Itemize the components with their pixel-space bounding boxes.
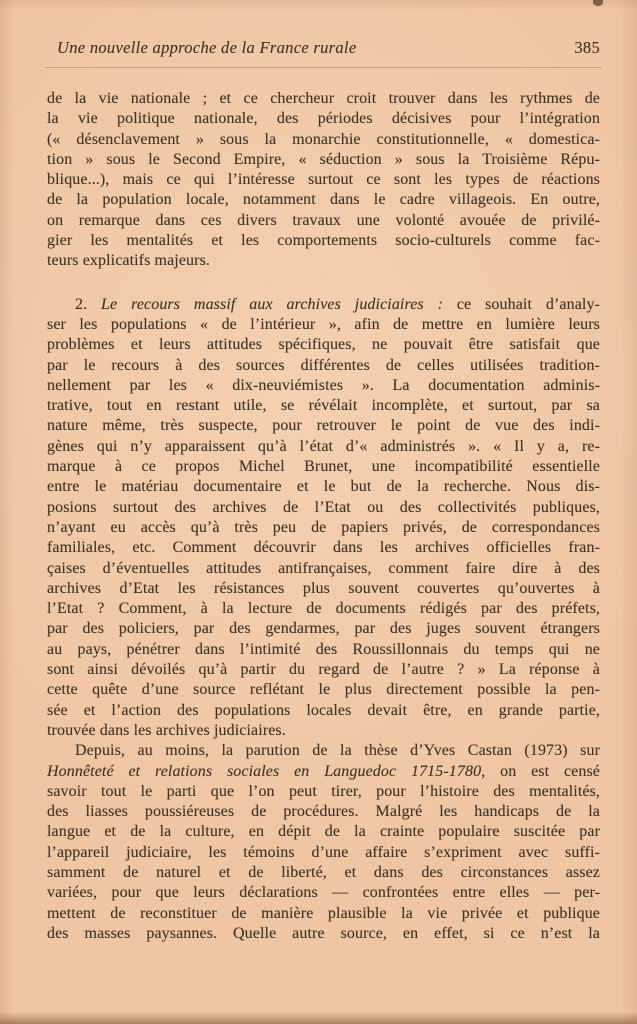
text-line xyxy=(47,599,600,619)
text-line xyxy=(47,315,600,335)
scan-artifact xyxy=(593,0,603,6)
text-line xyxy=(47,437,600,457)
text-line xyxy=(47,883,600,903)
running-title: Une nouvelle approche de la France rurale xyxy=(57,38,357,57)
text-run: familiales, etc. Comment découvrir dans les archives officielles fran- xyxy=(47,539,600,557)
text-run: ce souhait d’analy- xyxy=(443,295,600,313)
text-run: , on est censé xyxy=(481,762,600,780)
text-run: de la vie nationale ; et ce chercheur croit trouver dans les rythmes de xyxy=(47,90,600,107)
text-line xyxy=(47,762,600,782)
text-run: l’Etat ? Comment, à la lecture de documents rédigés par des préfets, xyxy=(47,600,600,618)
text-line xyxy=(47,231,600,251)
text-line xyxy=(47,518,600,538)
text-run: nature même, très suspecte, pour retrouver le point de vue des indi- xyxy=(47,417,600,435)
text-run: gènes qui n’y apparaissent qu’à l’état d’« administrés ». « Il y a, re- xyxy=(47,437,600,455)
text-line xyxy=(47,498,600,518)
text-run: teurs explicatifs majeurs. xyxy=(47,252,210,270)
italic-text-run: Le recours massif aux archives judiciaires : xyxy=(101,295,443,313)
text-run: langue et de la culture, en dépit de la crainte populaire suscitée par xyxy=(47,823,600,841)
text-line xyxy=(47,211,600,231)
text-run: sée et l’action des populations locales devait être, en grande partie, xyxy=(47,701,600,719)
text-line xyxy=(47,376,600,396)
text-run: des masses paysannes. Quelle autre source, en effet, si ce n’est la xyxy=(47,924,600,942)
text-run: savoir tout le parti que l’on peut tirer, pour l’histoire des mentalités, xyxy=(47,782,600,800)
text-run: par des policiers, par des gendarmes, par des juges souvent étrangers xyxy=(47,620,600,638)
text-line xyxy=(47,170,600,190)
text-run: n’ayant eu accès qu’à très peu de papiers privés, de correspondances xyxy=(47,518,600,536)
text-run: nellement par les « dix-neuviémistes ». La documentation adminis- xyxy=(47,376,600,394)
text-run: sont ainsi dévoilés qu’à partir du regard de l’autre ? » La réponse à xyxy=(47,661,600,679)
text-run: trouvée dans les archives judiciaires. xyxy=(47,721,286,739)
text-run: au pays, pénétrer dans l’intimité des Roussillonnais du temps qui ne xyxy=(47,640,600,658)
text-line xyxy=(47,741,600,761)
text-run: tion » sous le Second Empire, « séduction » sous la Troisième Répu- xyxy=(47,150,600,168)
text-line xyxy=(47,295,600,315)
text-line xyxy=(47,335,600,355)
text-run: ser les populations « de l’intérieur », afin de mettre en lumière leurs xyxy=(47,315,600,333)
text-run: de la population locale, notamment dans le cadre villageois. En outre, xyxy=(47,191,600,209)
italic-text-run: Honnêteté et relations sociales en Languedoc 1715-1780 xyxy=(47,762,482,780)
text-line xyxy=(47,640,600,660)
text-line xyxy=(47,356,600,376)
text-line xyxy=(47,538,600,558)
text-run: posions surtout des archives de l’Etat ou des collectivités publiques, xyxy=(47,498,600,516)
text-run: marque à ce propos Michel Brunet, une incompatibilité essentielle xyxy=(47,458,600,476)
text-line xyxy=(47,701,600,721)
text-run: problèmes et leurs attitudes spécifiques, ne pouvait être satisfait que xyxy=(47,336,600,354)
text-line xyxy=(47,130,600,150)
text-run: des liasses poussiéreuses de procédures. Malgré les handicaps de la xyxy=(47,803,600,821)
text-line xyxy=(47,477,600,497)
text-line xyxy=(47,721,600,741)
text-line xyxy=(47,822,600,842)
text-line xyxy=(47,150,600,170)
text-run: blique...), mais ce qui l’intéresse surtout ce sont les types de réactions xyxy=(47,171,600,189)
text-run: çaises d’éventuelles attitudes antifrançaises, comment faire dire à des xyxy=(47,559,600,577)
paragraph-2 xyxy=(47,295,600,742)
text-run: 2. xyxy=(75,295,102,313)
text-line xyxy=(47,190,600,210)
text-line xyxy=(47,802,600,822)
text-run: (« désenclavement » sous la monarchie constitutionnelle, « domestica- xyxy=(47,130,600,148)
text-run: on remarque dans ces divers travaux une volonté avouée de privilé- xyxy=(47,211,600,229)
text-line xyxy=(47,416,600,436)
text-run: par le recours à des sources différentes de celles utilisées tradition- xyxy=(47,356,600,374)
text-run: cette quête d’une source reflétant le plus directement possible la pen- xyxy=(47,681,600,699)
header-rule xyxy=(45,67,602,68)
text-line xyxy=(47,843,600,863)
text-line xyxy=(47,924,600,944)
paragraph-1 xyxy=(47,89,600,272)
text-line xyxy=(47,863,600,883)
text-line xyxy=(47,904,600,924)
text-line xyxy=(47,89,600,109)
text-block xyxy=(47,89,600,944)
page-number: 385 xyxy=(574,38,600,57)
text-run: entre le matériau documentaire et le but de la recherche. Nous dis- xyxy=(47,478,600,496)
paragraph-3 xyxy=(47,741,600,944)
text-line xyxy=(47,660,600,680)
text-line xyxy=(47,559,600,579)
text-run: trative, tout en restant utile, se révélait incomplète, et surtout, par sa xyxy=(47,397,600,415)
text-run: gier les mentalités et les comportements socio-culturels comme fac- xyxy=(47,232,600,250)
running-head xyxy=(47,38,600,58)
text-line xyxy=(47,457,600,477)
text-run: samment de naturel et de liberté, et dans des circonstances assez xyxy=(47,863,600,881)
text-line xyxy=(47,109,600,129)
text-run: archives d’Etat les résistances plus souvent couvertes qu’ouvertes à xyxy=(47,579,600,597)
text-run: variées, pour que leurs déclarations — confrontées entre elles — per- xyxy=(47,884,600,902)
text-line xyxy=(47,782,600,802)
text-line xyxy=(47,579,600,599)
text-line xyxy=(47,680,600,700)
text-line xyxy=(47,396,600,416)
text-line xyxy=(47,619,600,639)
text-run: l’appareil judiciaire, les témoins d’une affaire s’expriment avec suffi- xyxy=(47,843,600,861)
text-line xyxy=(47,251,600,271)
text-run: la vie politique nationale, des périodes décisives pour l’intégration xyxy=(47,110,600,128)
text-run: mettent de reconstituer de manière plausible la vie privée et publique xyxy=(47,904,600,922)
text-run: Depuis, au moins, la parution de la thèse d’Yves Castan (1973) sur xyxy=(75,742,600,760)
